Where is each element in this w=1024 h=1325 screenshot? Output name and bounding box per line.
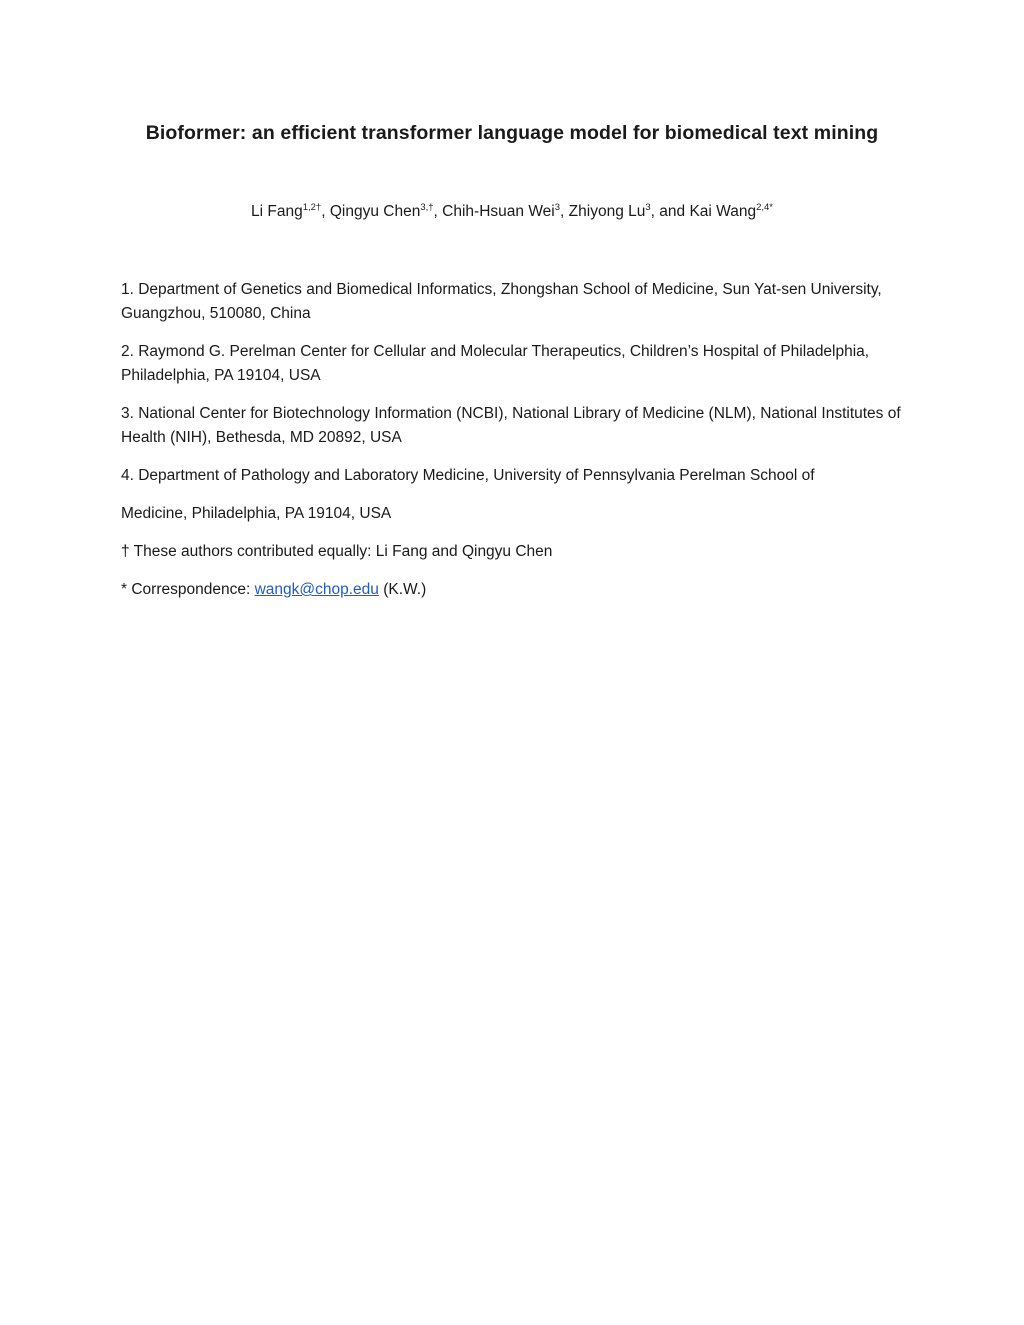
affiliation-2: 2. Raymond G. Perelman Center for Cellular and Molecular Therapeutics, Children’s Hospital of Philadelphia, Philadelphia, PA 19104, USA <box>121 343 870 384</box>
author-superscript: 3,† <box>420 202 434 213</box>
author-separator: , <box>433 203 443 220</box>
affiliation-1: 1. Department of Genetics and Biomedical Informatics, Zhongshan School of Medicine, Sun Yat-sen University, Guangzhou, 510080, China <box>121 281 882 322</box>
author-name: Qingyu Chen <box>329 203 421 220</box>
author-list <box>0 203 1024 221</box>
correspondence-suffix: (K.W.) <box>378 581 427 598</box>
author-name: Kai Wang <box>689 203 757 220</box>
author-superscript: 1,2† <box>302 202 322 213</box>
affiliation-4-line-1: 4. Department of Pathology and Laboratory Medicine, University of Pennsylvania Perelman School of <box>121 467 815 484</box>
author-superscript: 3 <box>554 202 561 213</box>
affiliations <box>121 278 911 616</box>
affiliation-3: 3. National Center for Biotechnology Information (NCBI), National Library of Medicine (NLM), National Institutes of Health (NIH), Bethesda, MD 20892, USA <box>121 405 901 446</box>
correspondence-prefix: * Correspondence: <box>121 581 255 598</box>
paper-title: Bioformer: an efficient transformer language model for biomedical text mining <box>145 122 879 144</box>
author-separator: , <box>560 203 569 220</box>
affiliation-4-line-2: Medicine, Philadelphia, PA 19104, USA <box>121 505 392 522</box>
correspondence-note <box>121 578 911 602</box>
author-superscript: 2,4* <box>756 202 773 213</box>
author-name: Chih-Hsuan Wei <box>442 203 555 220</box>
correspondence-email-link[interactable]: wangk@chop.edu <box>254 581 379 598</box>
equal-contribution-note: † These authors contributed equally: Li Fang and Qingyu Chen <box>121 543 553 560</box>
author-separator: , and <box>650 203 690 220</box>
affiliation-4 <box>121 464 911 526</box>
author-name: Li Fang <box>251 203 303 220</box>
author-name: Zhiyong Lu <box>568 203 646 220</box>
author-superscript: 3 <box>645 202 651 213</box>
author-separator: , <box>321 203 330 220</box>
